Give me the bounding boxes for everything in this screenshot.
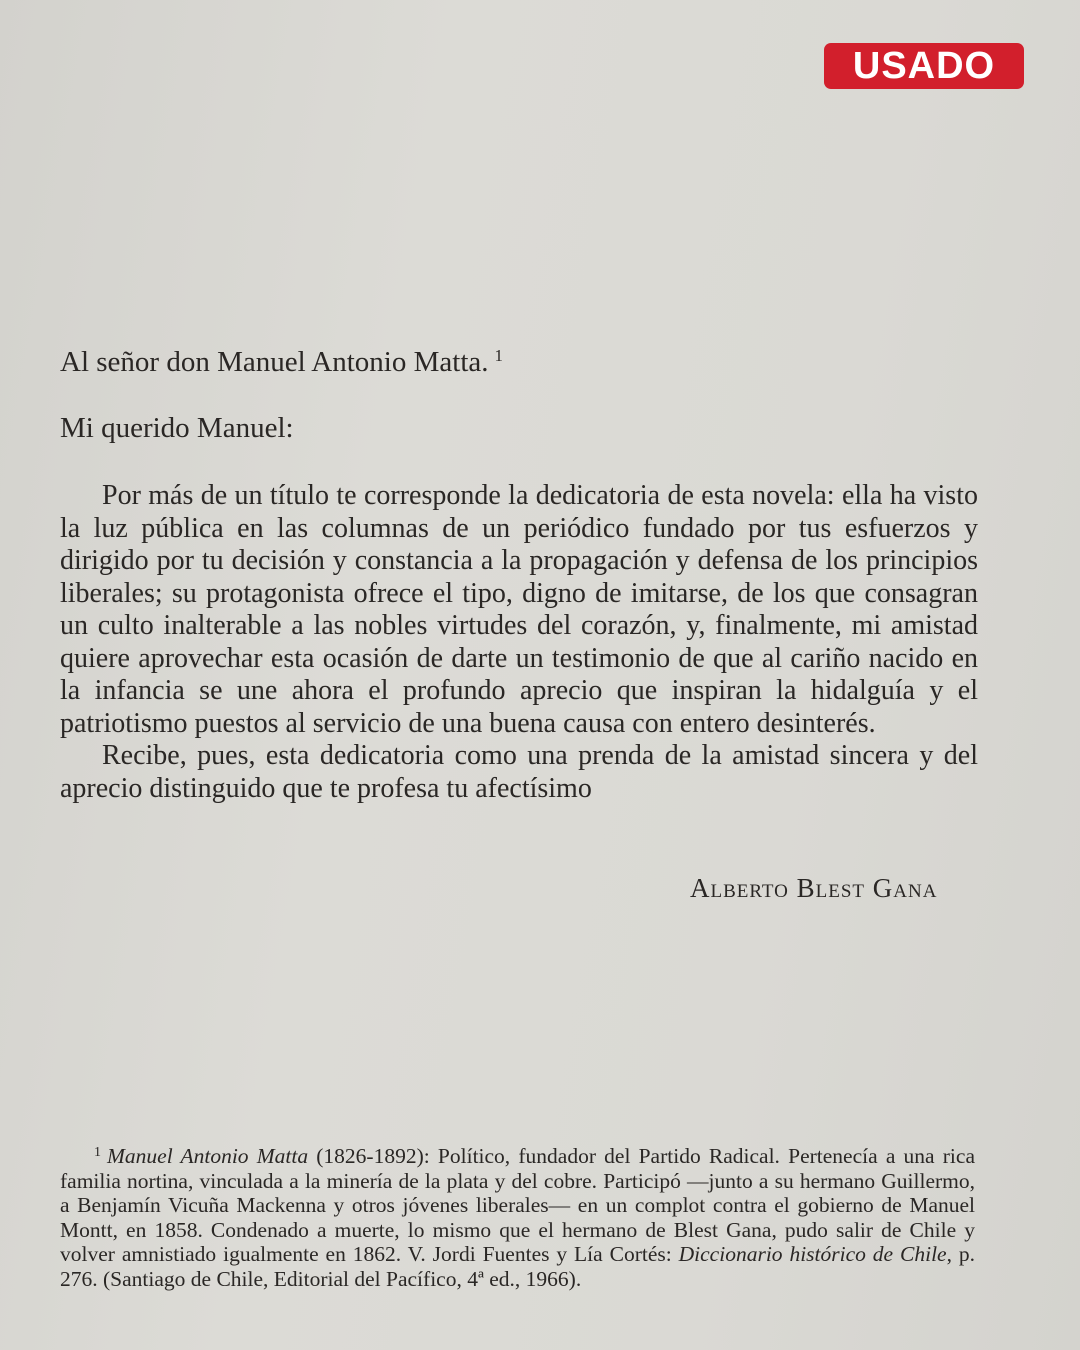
dedication-paragraph: Por más de un título te corresponde la dedicatoria de esta novela: ella ha visto la luz pública en las columnas de un periódico fundado por tus esfuerzos y dirigido por tu decisión y constancia a la propagación y defensa de los principios liberales; su protagonista ofrece el tipo, digno de imitarse, de los que consagran un culto inalterable a las nobles virtudes del corazón, y, finalmente, mi amistad quiere aprovechar esta ocasión de darte un testimonio de que al cariño nacido en la infancia se une ahora el profundo aprecio que inspiran la hidalguía y el patriotismo puestos al servicio de una buena causa con entero desinterés.: [60, 480, 978, 739]
footnote: [60, 1141, 975, 1291]
footnote-citation: , p. 276. (Santiago de Chile, Editorial del Pacífico, 4ª ed., 1966).: [60, 1242, 976, 1291]
used-condition-badge: USADO: [824, 43, 1024, 89]
salutation: Mi querido Manuel:: [60, 412, 294, 444]
dedication-body: [60, 480, 978, 805]
dedication-paragraph: Recibe, pues, esta dedicatoria como una prenda de la amistad sincera y del aprecio distinguido que te profesa tu afectísimo: [60, 740, 978, 804]
footnote-reference: 1: [494, 346, 504, 365]
footnote-mark: 1: [94, 1145, 101, 1160]
footnote-name: Manuel Antonio Matta: [107, 1144, 309, 1168]
author-signature: Alberto Blest Gana: [690, 873, 938, 903]
footnote-text: (1826-1892): Político, fundador del Partido Radical. Pertenecía a una rica familia nortina, vinculada a la minería de la plata y del cobre. Participó —junto a su hermano Guillermo, a Benjamín Vicuña Mackenna y otros jóvenes liberales— en un complot contra el gobierno de Manuel Montt, en 1858. Condenado a muerte, lo mismo que el hermano de Blest Gana, pudo salir de Chile y volver amnistiado igualmente en 1862. V. Jordi Fuentes y Lía Cortés:: [60, 1144, 975, 1266]
footnote-book-title: Diccionario histórico de Chile: [678, 1242, 947, 1266]
address-text: Al señor don Manuel Antonio Matta.: [60, 346, 489, 378]
dedication-address: [60, 346, 503, 379]
